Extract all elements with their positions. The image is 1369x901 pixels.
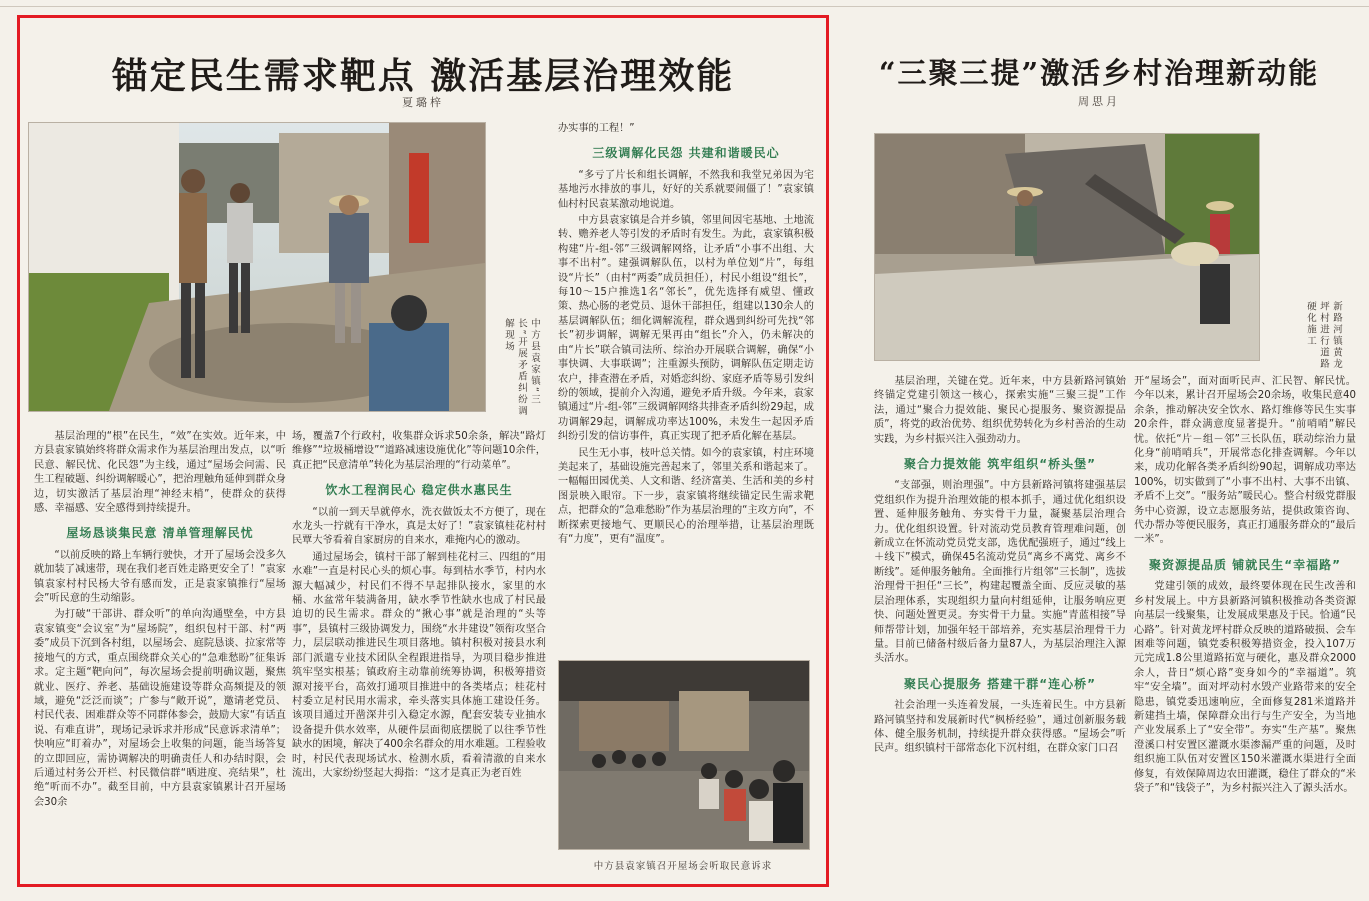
right-col2-para-1: 党建引领的成效，最终要体现在民生改善和乡村发展上。中方县新路河镇积极推动各类资源向基层一线聚集，让发展成果惠及于民。恰通“民心路”。针对黄龙坪村群众反映的道路破损、会车困难等问题，镇党委积极筹措资金，投入107万元完成1.8公里道路拓宽与硬化，惠及群众2000余人，昔日“烦心路”变身如今的“幸福道”。筑牢“安全墙”。面对坪动村水毁产业路带来的安全隐患，镇党委迅速响应，全面修复281米道路并新建挡土墙，保障群众出行与生产安全，为当地产业发展系上了“安全带”。夯实“生产基”。聚焦澄溪口村安置区灌溉水渠渗漏严重的问题，及时组织施工队伍对安置区150米灌溉水渠进行全面修复，有效保障周边农田灌溉，稳住了群众的“米袋子”和“钱袋子”，为乡村振兴注入了源头活水。 [1134, 581, 1356, 794]
mediation-scene-image [29, 123, 485, 411]
left-col3-para-3: 民生无小事，枝叶总关情。如今的袁家镇，村庄环境美起来了，基础设施完善起来了，邻里关系和谐起来了。一幅幅田园优美、人文和谐、经济富美、生活和美的乡村图景映入眼帘。下一步，袁家镇将继续锚定民生需求靶点，把群众的“急难愁盼”作为基层治理的“主攻方向”，不断探索更接地气、更顺民心的治理举措，让基层治理既有“力度”，更有“温度”。 [558, 447, 814, 545]
left-col3-para-0: 办实事的工程！” [558, 123, 635, 134]
right-col1-para-2: 社会治理一头连着发展，一头连着民生。中方县新路河镇坚持和发展新时代“枫桥经验”，通过创新服务载体、健全服务机制，持续提升群众获得感。“屋场会”听民声。组织镇村干部常态化下沉村组，在群众家门口召 [874, 700, 1126, 755]
left-subhead-2: 饮水工程润民心 稳定供水惠民生 [325, 483, 513, 498]
left-col3-para-2: 中方县袁家镇是合并乡镇，邻里间因宅基地、土地流转、赡养老人等引发的矛盾时有发生。为此，袁家镇积极构建“片-组-邻”三级调解网络，让矛盾“小事不出组、大事不出村”。建强调解队伍，以村为单位划“片”，每组设“片长”（由村“两委”成员担任），村民小组设“组长”，每10～15户推选1名“邻长”，优先选择有威望、懂政策、热心肠的老党员、退休干部担任，组建以130余人的基层调解队伍；细化调解流程，群众遇到纠纷可先找“邻长”初步调解，调解无果再由“组长”介入，仍未解决的由“片长”联合镇司法所、综治办开展联合调解，确保“小事快调、大事联调”；注重源头预防，调解队伍定期走访农户，排查潜在矛盾，对婚恋纠纷、家庭矛盾等易引发纠纷的领域，提前介入沟通，避免矛盾升级。今年来，袁家镇通过“片-组-邻”三级调解网络共排查矛盾纠纷29起，成功调解29起，调解成功率达100%，未发生一起因矛盾纠纷引发的信访事件，真正实现了把矛盾化解在基层。 [558, 215, 814, 443]
right-byline: 周思月 [1078, 95, 1120, 108]
right-subhead-2: 聚民心提服务 搭建干群“连心桥” [904, 676, 1096, 691]
right-photo-caption: 新路河镇黄龙坪村进行道路硬化施工 [1305, 301, 1342, 370]
left-column-3 [558, 122, 814, 652]
left-col2-para-1: “以前一到天旱就停水，洗衣做饭太不方便了，现在水龙头一拧就有干净水，真是太好了！”袁家镇桂花村村民覃大爷看着自家厨房的自来水，难掩内心的激动。 [292, 506, 546, 547]
left-col2-para-0: 场，覆盖7个行政村，收集群众诉求50余条，解决“路灯维修”“垃圾桶增设”“道路减速设施优化”等问题10余件，真正把“民意清单”转化为基层治理的“行动菜单”。 [292, 431, 546, 471]
left-column-1 [34, 430, 286, 885]
left-col1-para-2: 为打破“干部讲、群众听”的单向沟通壁垒，中方县袁家镇变“会议室”为“屋场院”，组织包村干部、村“两委”成员下沉到各村组，以屋场会、庭院恳谈、拉家常等接地气的方式，重点围绕群众关心的“急难愁盼”征集诉求。定主题“靶向问”，每次屋场会提前明确议题，聚焦就业、医疗、养老、基础设施建设等群众高频提及的领域，避免“泛泛而谈”；广参与“敞开说”，邀请老党员、村民代表、困难群众等不同群体参会，鼓励大家“有话直说、有难直讲”，现场记录诉求并形成“民意诉求清单”；快响应“盯着办”，对屋场会上收集的问题，能当场答复的立即回应，需协调解决的明确责任人和办结时限，会后通过村务公开栏、村民微信群“晒进度、亮结果”，杜绝“听而不办”。截至目前，中方县袁家镇累计召开屋场会30余 [34, 609, 286, 808]
left-subhead-3: 三级调解化民怨 共建和谐暖民心 [592, 146, 780, 161]
right-subhead-1: 聚合力提效能 筑牢组织“桥头堡” [904, 457, 1096, 472]
left-column-2 [292, 430, 546, 885]
article-right[interactable] [838, 15, 1360, 887]
highlighted-article-left[interactable] [17, 15, 829, 887]
left-col1-intro: 基层治理的“根”在民生，“效”在实效。近年来，中方县袁家镇始终将群众需求作为基层治理出发点，以“听民意、解民忧、化民怨”为主线，通过“屋场会问需、民生工程破题、纠纷调解暖心”，把治理触角延伸到群众身边，切实激活了基层治理“神经末梢”，使群众的获得感、幸福感、安全感得到持续提升。 [34, 431, 286, 515]
right-photo-road-construction [874, 133, 1260, 361]
right-col2-para-0: 开“屋场会”，面对面听民声、汇民智、解民忧。今年以来，累计召开屋场会20余场，收集民意40余条，推动解决安全饮水、路灯维修等民生实事20余件，群众满意度显著提升。“前哨哨”解民忧。依托“片－组－邻”三长队伍，联动综治力量化身“前哨哨兵”，开展常态化排查调解。今年以来，成功化解各类矛盾纠纷90起，调解成功率达100%，切实做到了“小事不出村、大事不出镇、矛盾不上交”。“服务站”暖民心。整合村级党群服务中心资源，设立志愿服务站，提供政策咨询、代办帮办等便民服务，真正打通服务群众的“最后一米”。 [1134, 376, 1356, 546]
left-headline: 锚定民生需求靶点 激活基层治理效能 [111, 55, 735, 97]
page-top-rule [0, 6, 1369, 7]
right-column-2 [1134, 375, 1356, 887]
left-photo-mediation [28, 122, 486, 412]
left-photo-house-meeting [558, 660, 810, 850]
house-meeting-image [559, 661, 809, 849]
left-col3-para-1: “多亏了片长和组长调解，不然我和我堂兄弟因为宅基地污水排放的事儿，好好的关系就要闹僵了！”袁家镇仙村村民袁某激动地说道。 [558, 169, 814, 210]
left-byline: 夏璐梓 [402, 96, 444, 109]
left-col2-para-2: 通过屋场会，镇村干部了解到桂花村三、四组的“用水难”一直是村民心头的烦心事。每到枯水季节，村内水源大幅减少，村民们不得不早起排队接水，家里的水桶、水盆常年装满备用，缺水季节性缺水也成了村民最迫切的民生需求。群众的“揪心事”就是治理的“头等事”，县镇村三级协调发力，围绕“水井建设”领衔攻坚合力，层层联动推进民生项目落地。镇村积极对接县水利部门派遣专业技术团队全程跟进指导，为项目稳步推进筑牢坚实根基；镇政府主动靠前统筹协调，积极筹措资源对接平台，高效打通项目推进中的各类堵点；桂花村村委立足村民用水需求，牵头落实具体施工建设任务。该项目通过开凿深井引入稳定水源，配套安装专业抽水设备提升供水效率，从硬件层面彻底摆脱了以往季节性缺水的困境，解决了400余名群众的用水难题。工程验收时，村民代表现场试水、检测水质，看着清澈的自来水流出，大家纷纷竖起大拇指：“这才是真正为老百姓 [292, 551, 546, 779]
left-photo2-caption: 中方县袁家镇召开屋场会听取民意诉求 [593, 861, 773, 872]
right-column-1 [874, 375, 1126, 887]
right-subhead-3: 聚资源提品质 铺就民生“幸福路” [1149, 557, 1341, 572]
left-subhead-1: 屋场恳谈集民意 清单管理解民忧 [66, 526, 254, 541]
right-col1-intro: 基层治理，关键在党。近年来，中方县新路河镇始终锚定党建引领这一核心，探索实施“三聚三提”工作法，通过“聚合力提效能、聚民心提服务、聚资源提品质”，将党的政治优势、组织优势转化为乡村善治的生动实践，为乡村振兴注入强劲动力。 [874, 376, 1126, 445]
right-headline: “三聚三提”激活乡村治理新动能 [878, 56, 1320, 90]
right-col1-para-1: “支部强，则治理强”。中方县新路河镇将建强基层党组织作为提升治理效能的根本抓手，通过优化组织设置、延伸服务触角、夯实骨干力量，凝聚基层治理合力。优化组织设置。针对流动党员教育管理难问题，创新成立在怀流动党员党支部，选优配强班子，通过“线上＋线下”模式，确保45名流动党员“离乡不离党、离乡不断线”。延伸服务触角。全面推行片组邻“三长制”，选拔治理骨干担任“三长”，构建起覆盖全面、反应灵敏的基层治理体系，实现组织力量向村组延伸，让服务响应更快、问题处置更灵。夯实骨干力量。实施“青蓝相接”导师帮带计划，加强年轻干部培养，充实基层治理骨干力量。目前已储备村级后备力量87人，为基层治理注入源头活水。 [874, 480, 1126, 665]
left-col1-para-1: “以前反映的路上车辆行驶快，才开了屋场会没多久就加装了减速带，现在我们老百姓走路更安全了！”袁家镇袁家村村民杨大爷有感而发，正是袁家镇推行“屋场会”听民意的生动缩影。 [34, 549, 286, 605]
left-photo1-caption: 中方县袁家镇“三长”开展矛盾纠纷调解现场 [503, 318, 540, 417]
road-construction-image [875, 134, 1259, 360]
